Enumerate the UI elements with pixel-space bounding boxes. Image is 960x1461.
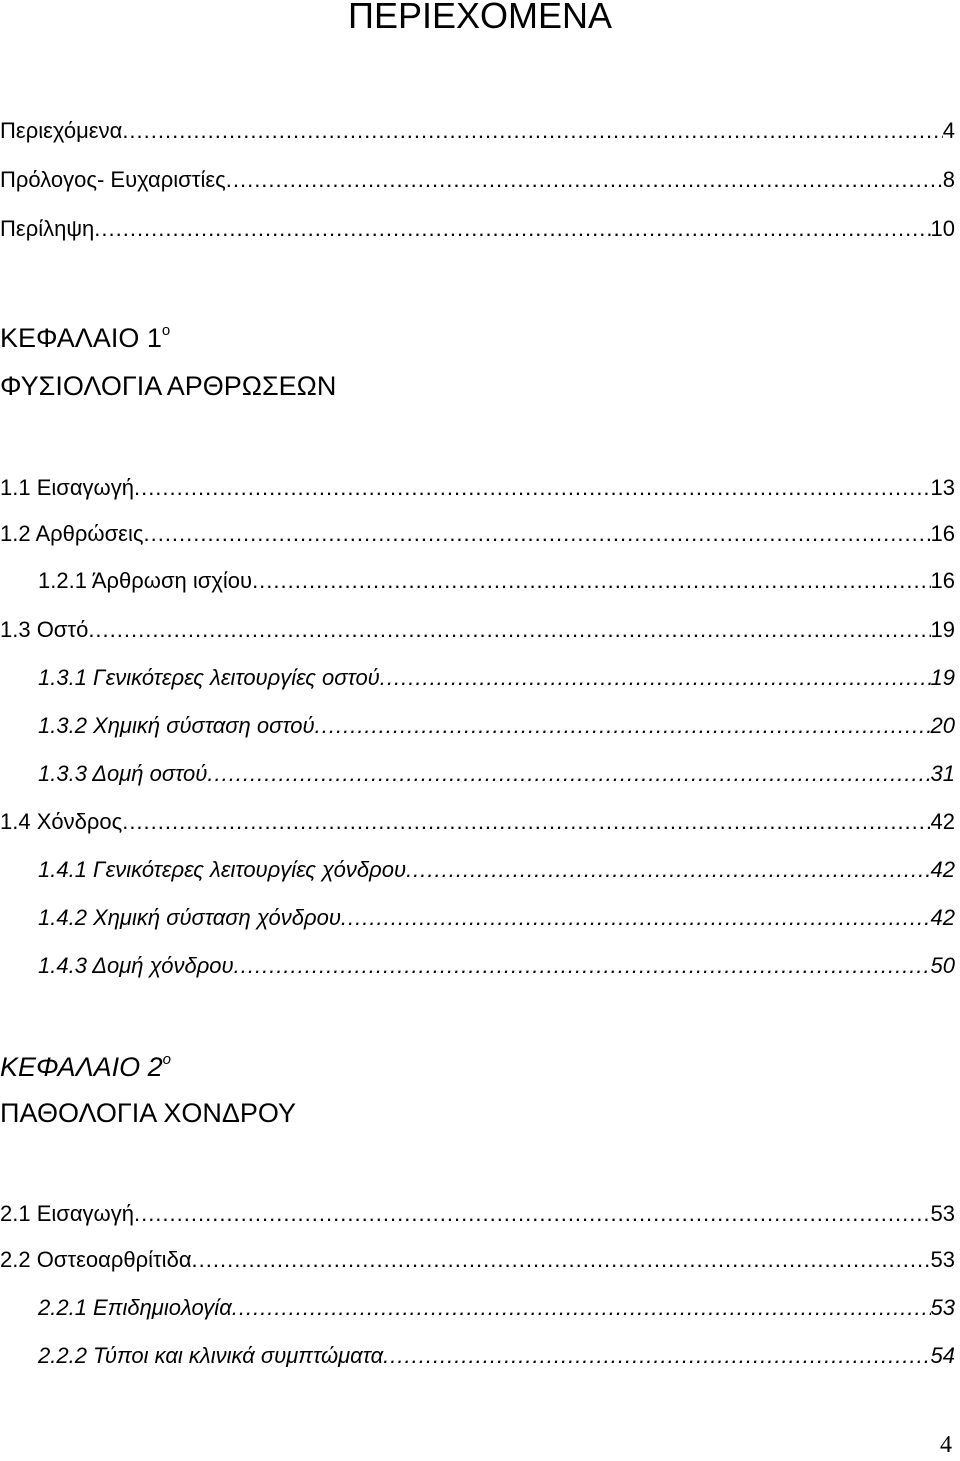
- toc-entry-page: 4: [942, 118, 955, 143]
- toc-entry-page: 16: [930, 568, 955, 593]
- toc-dot-leader: [94, 215, 930, 243]
- toc-dot-leader: [380, 664, 931, 692]
- toc-dot-leader: [122, 117, 942, 145]
- toc-entry-page: 31: [930, 761, 955, 786]
- toc-entry-label: 2.2 Οστεοαρθρίτιδα: [0, 1247, 192, 1272]
- toc-dot-leader: [207, 760, 930, 788]
- toc-dot-leader: [192, 1246, 931, 1274]
- toc-entry[interactable]: [0, 474, 955, 502]
- chapter-2-title: ΠΑΘΟΛΟΓΙΑ ΧΟΝΔΡΟΥ: [0, 1098, 297, 1128]
- toc-entry-page: 42: [930, 809, 955, 834]
- toc-dot-leader: [143, 520, 930, 548]
- toc-entry-label: 2.1 Εισαγωγή: [0, 1201, 134, 1226]
- toc-entry[interactable]: [0, 1246, 955, 1274]
- toc-entry[interactable]: [38, 664, 955, 692]
- toc-entry[interactable]: [38, 567, 955, 595]
- toc-entry[interactable]: [0, 117, 955, 145]
- toc-entry-page: 20: [930, 713, 955, 738]
- chapter-heading-text: ΚΕΦΑΛΑΙΟ 2: [0, 1052, 163, 1082]
- toc-dot-leader: [406, 856, 930, 884]
- toc-entry-page: 10: [930, 216, 955, 241]
- toc-entry-page: 13: [930, 475, 955, 500]
- toc-dot-leader: [252, 567, 930, 595]
- toc-entry-label: 1.3.2 Χημική σύσταση οστού: [38, 713, 315, 738]
- toc-entry-label: 1.1 Εισαγωγή: [0, 475, 134, 500]
- toc-entry-label: Περιεχόμενα: [0, 118, 123, 143]
- toc-entry-label: 1.2 Αρθρώσεις: [0, 521, 144, 546]
- chapter-heading-text: ΚΕΦΑΛΑΙΟ 1: [0, 323, 162, 353]
- toc-entry-label: Πρόλογος- Ευχαριστίες: [0, 167, 226, 192]
- toc-entry-page: 19: [930, 665, 955, 690]
- toc-entry-page: 16: [930, 521, 955, 546]
- toc-entry-label: 1.4.3 Δομή χόνδρου: [38, 953, 234, 978]
- toc-entry-label: 1.3.3 Δομή οστού: [38, 761, 208, 786]
- toc-entry-label: 1.3 Οστό: [0, 617, 89, 642]
- chapter-1-heading: [0, 315, 170, 354]
- chapter-1-title: ΦΥΣΙΟΛΟΓΙΑ ΑΡΘΡΩΣΕΩΝ: [0, 371, 337, 401]
- toc-entry[interactable]: [38, 760, 955, 788]
- toc-entry[interactable]: [0, 616, 955, 644]
- toc-dot-leader: [341, 904, 931, 932]
- toc-entry-label: 1.2.1 Άρθρωση ισχίου: [38, 568, 253, 593]
- toc-entry[interactable]: [38, 712, 955, 740]
- chapter-ordinal-sup: ο: [161, 322, 171, 339]
- toc-entry-page: 53: [930, 1295, 955, 1320]
- toc-dot-leader: [226, 166, 943, 194]
- toc-entry-label: 1.4.1 Γενικότερες λειτουργίες χόνδρου: [38, 857, 407, 882]
- toc-entry[interactable]: [38, 904, 955, 932]
- toc-entry-page: 53: [930, 1201, 955, 1226]
- toc-entry[interactable]: [0, 1200, 955, 1228]
- toc-entry[interactable]: [38, 952, 955, 980]
- toc-entry-label: 1.4.2 Χημική σύσταση χόνδρου: [38, 905, 341, 930]
- toc-dot-leader: [234, 952, 931, 980]
- toc-entry[interactable]: [38, 1294, 955, 1322]
- page-number: 4: [940, 1432, 952, 1458]
- toc-entry-label: 1.4 Χόνδρος: [0, 809, 123, 834]
- toc-entry-page: 50: [930, 953, 955, 978]
- toc-dot-leader: [134, 474, 931, 502]
- toc-entry-page: 8: [942, 167, 955, 192]
- toc-entry-page: 54: [930, 1343, 955, 1368]
- toc-entry-page: 42: [930, 905, 955, 930]
- toc-entry-label: 2.2.2 Τύποι και κλινικά συμπτώματα: [38, 1343, 384, 1368]
- toc-entry[interactable]: [0, 520, 955, 548]
- toc-entry[interactable]: [0, 166, 955, 194]
- toc-entry-label: 2.2.1 Επιδημιολογία: [38, 1295, 232, 1320]
- toc-dot-leader: [134, 1200, 931, 1228]
- toc-dot-leader: [383, 1342, 930, 1370]
- toc-entry-page: 53: [930, 1247, 955, 1272]
- chapter-2-heading: [0, 1044, 171, 1083]
- toc-entry-label: 1.3.1 Γενικότερες λειτουργίες οστού: [38, 665, 380, 690]
- toc-entry-label: Περίληψη: [0, 216, 95, 241]
- toc-entry[interactable]: [0, 215, 955, 243]
- toc-entry-page: 19: [930, 617, 955, 642]
- page-title: ΠΕΡΙΕΧΟΜΕΝΑ: [347, 0, 613, 36]
- toc-entry[interactable]: [0, 808, 955, 836]
- toc-entry-page: 42: [930, 857, 955, 882]
- toc-dot-leader: [315, 712, 931, 740]
- toc-dot-leader: [88, 616, 930, 644]
- toc-dot-leader: [122, 808, 930, 836]
- toc-dot-leader: [232, 1294, 931, 1322]
- toc-entry[interactable]: [38, 856, 955, 884]
- toc-entry[interactable]: [38, 1342, 955, 1370]
- chapter-ordinal-sup: ο: [162, 1051, 171, 1068]
